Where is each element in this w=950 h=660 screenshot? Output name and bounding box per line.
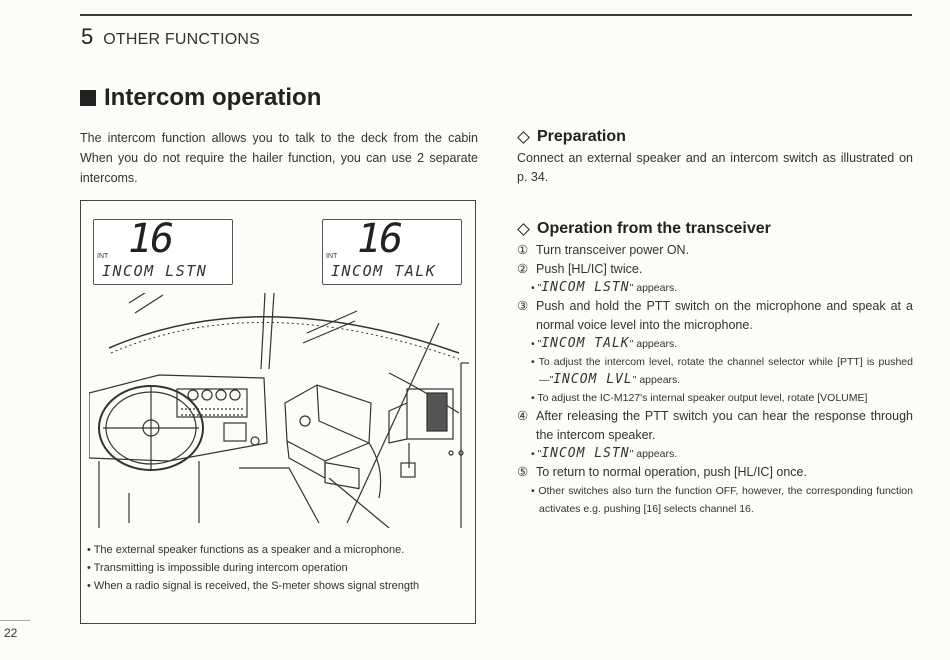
note-prefix: • " (531, 282, 542, 294)
lcd-channel: 16 (357, 216, 402, 262)
section-number: 5 (81, 24, 94, 49)
figure-note: • The external speaker functions as a speaker and a microphone. (87, 544, 405, 556)
lcd-text: INCOM LSTN (102, 262, 208, 280)
note-prefix: • " (531, 338, 542, 350)
figure-note: • When a radio signal is received, the S-meter shows signal strength (87, 580, 420, 592)
section-title: OTHER FUNCTIONS (103, 31, 261, 48)
step-5-note: • Other switches also turn the function OFF, however, the corresponding function activates e.g. pushing [16] selects channel 16. (531, 485, 913, 515)
note-suffix: " appears. (629, 282, 678, 294)
step-number: ⑤ (517, 465, 529, 479)
operation-section (517, 220, 913, 518)
step-text: After releasing the PTT switch you can hear the response through the intercom speaker. (536, 409, 913, 442)
step-number: ② (517, 262, 529, 276)
lcd-text: INCOM TALK (331, 262, 437, 280)
right-column (517, 128, 913, 518)
step-3 (517, 297, 913, 335)
note-prefix: • " (531, 448, 542, 460)
operation-heading (517, 220, 913, 238)
lcd-message: INCOM TALK (541, 336, 630, 351)
step-4 (517, 407, 913, 445)
lcd-int-label: INT (97, 253, 109, 260)
lcd-message: INCOM LVL (553, 372, 633, 387)
step-number: ① (517, 243, 529, 257)
boat-cabin-illustration (89, 293, 469, 528)
step-text: Turn transceiver power ON. (536, 243, 690, 257)
step-3-note: • To adjust the IC-M127's internal speaker output level, rotate [VOLUME] (531, 392, 868, 404)
figure-note: • Transmitting is impossible during intercom operation (87, 562, 348, 574)
step-text: To return to normal operation, push [HL/IC] once. (536, 465, 807, 479)
diamond-bullet-icon (517, 131, 530, 144)
section-header (81, 24, 260, 50)
step-text: Push and hold the PTT switch on the microphone and speak at a normal voice level into the microphone. (536, 299, 913, 332)
note-suffix: " appears. (629, 448, 678, 460)
square-bullet-icon (80, 90, 96, 106)
lcd-message: INCOM LSTN (541, 280, 630, 295)
step-1 (517, 241, 913, 260)
figure-notes (87, 541, 469, 595)
step-5 (517, 463, 913, 482)
note-suffix: " appears. (629, 338, 678, 350)
step-2-note (517, 279, 913, 297)
step-3-note (517, 353, 913, 389)
step-4-note (517, 445, 913, 463)
lcd-display-listen (93, 216, 233, 285)
page-number: 22 (4, 626, 18, 640)
lcd-int-label: INT (326, 253, 338, 260)
step-text: Push [HL/IC] twice. (536, 262, 643, 276)
step-2 (517, 260, 913, 279)
lcd-display-talk (322, 216, 462, 285)
diamond-bullet-icon (517, 223, 530, 236)
preparation-heading (517, 128, 913, 146)
main-heading (80, 84, 321, 112)
preparation-text: Connect an external speaker and an intercom switch as illustrated on p. 34. (517, 151, 913, 184)
lcd-message: INCOM LSTN (541, 446, 630, 461)
top-rule (80, 14, 912, 16)
intro-paragraph: The intercom function allows you to talk to the deck from the cabin When you do not require the hailer function, you can use 2 separate intercoms. (80, 131, 478, 185)
figure-box (80, 200, 476, 624)
note-prefix: • To adjust the intercom level, rotate the channel selector while [PTT] is pushed—" (531, 356, 913, 386)
page-title: Intercom operation (104, 84, 322, 111)
step-number: ④ (517, 409, 529, 423)
note-suffix: " appears. (632, 374, 681, 386)
page-number-rule (0, 620, 30, 621)
preparation-title: Preparation (537, 128, 626, 145)
step-3-note (517, 335, 913, 353)
operation-title: Operation from the transceiver (537, 220, 771, 237)
step-number: ③ (517, 299, 529, 313)
lcd-channel: 16 (128, 216, 173, 262)
